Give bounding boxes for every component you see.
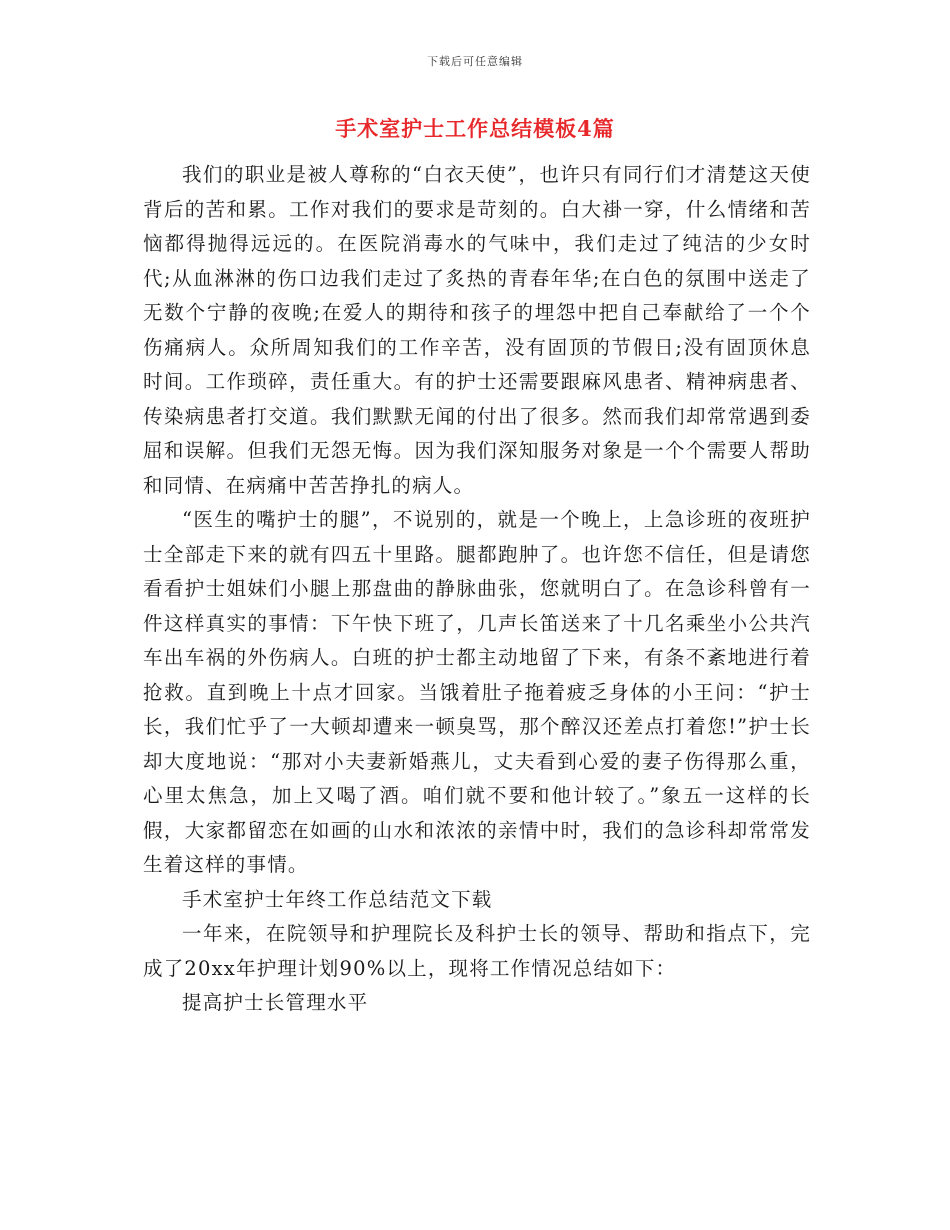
paragraph-1: 我们的职业是被人尊称的“白衣天使”，也许只有同行们才清楚这天使背后的苦和累。工作对我们的要求是苛刻的。白大褂一穿，什么情绪和苦恼都得抛得远远的。在医院消毒水的气味中，我们走过了纯洁的少女时代;从血淋淋的伤口边我们走过了炙热的青春年华;在白色的氛围中送走了无数个宁静的夜晚;在爱人的期待和孩子的埋怨中把自己奉献给了一个个伤痛病人。众所周知我们的工作辛苦，没有固顶的节假日;没有固顶休息时间。工作琐碎，责任重大。有的护士还需要跟麻风患者、精神病患者、传染病患者打交道。我们默默无闻的付出了很多。然而我们却常常遇到委屈和误解。但我们无怨无悔。因为我们深知服务对象是一个个需要人帮助和同情、在病痛中苦苦挣扎的病人。 [143, 163, 811, 497]
document-title: 手术室护士工作总结模板4篇 [335, 116, 615, 141]
section-heading-download: 手术室护士年终工作总结范文下载 [182, 887, 493, 911]
paragraph-2: “医生的嘴护士的腿”，不说别的，就是一个晚上，上急诊班的夜班护士全部走下来的就有四五十里路。腿都跑肿了。也许您不信任，但是请您看看护士姐妹们小腿上那盘曲的静脉曲张，您就明白了。在急诊科曾有一件这样真实的事情：下午快下班了，几声长笛送来了十几名乘坐小公共汽车出车祸的外伤病人。白班的护士都主动地留了下来，有条不紊地进行着抢救。直到晚上十点才回家。当饿着肚子拖着疲乏身体的小王问：“护士长，我们忙乎了一大顿却遭来一顿臭骂，那个醉汉还差点打着您!”护士长却大度地说：“那对小夫妻新婚燕儿，丈夫看到心爱的妻子伤得那么重，心里太焦急，加上又喝了酒。咱们就不要和他计较了。”象五一这样的长假，大家都留恋在如画的山水和浓浓的亲情中时，我们的急诊科却常常发生着这样的事情。 [143, 508, 811, 876]
document-body [143, 158, 811, 1021]
header-note: 下载后可任意编辑 [427, 55, 523, 68]
paragraph-3: 一年来，在院领导和护理院长及科护士长的领导、帮助和指点下，完成了20xx年护理计划90%以上，现将工作情况总结如下： [143, 922, 811, 980]
section-heading-management: 提高护士长管理水平 [182, 991, 369, 1014]
